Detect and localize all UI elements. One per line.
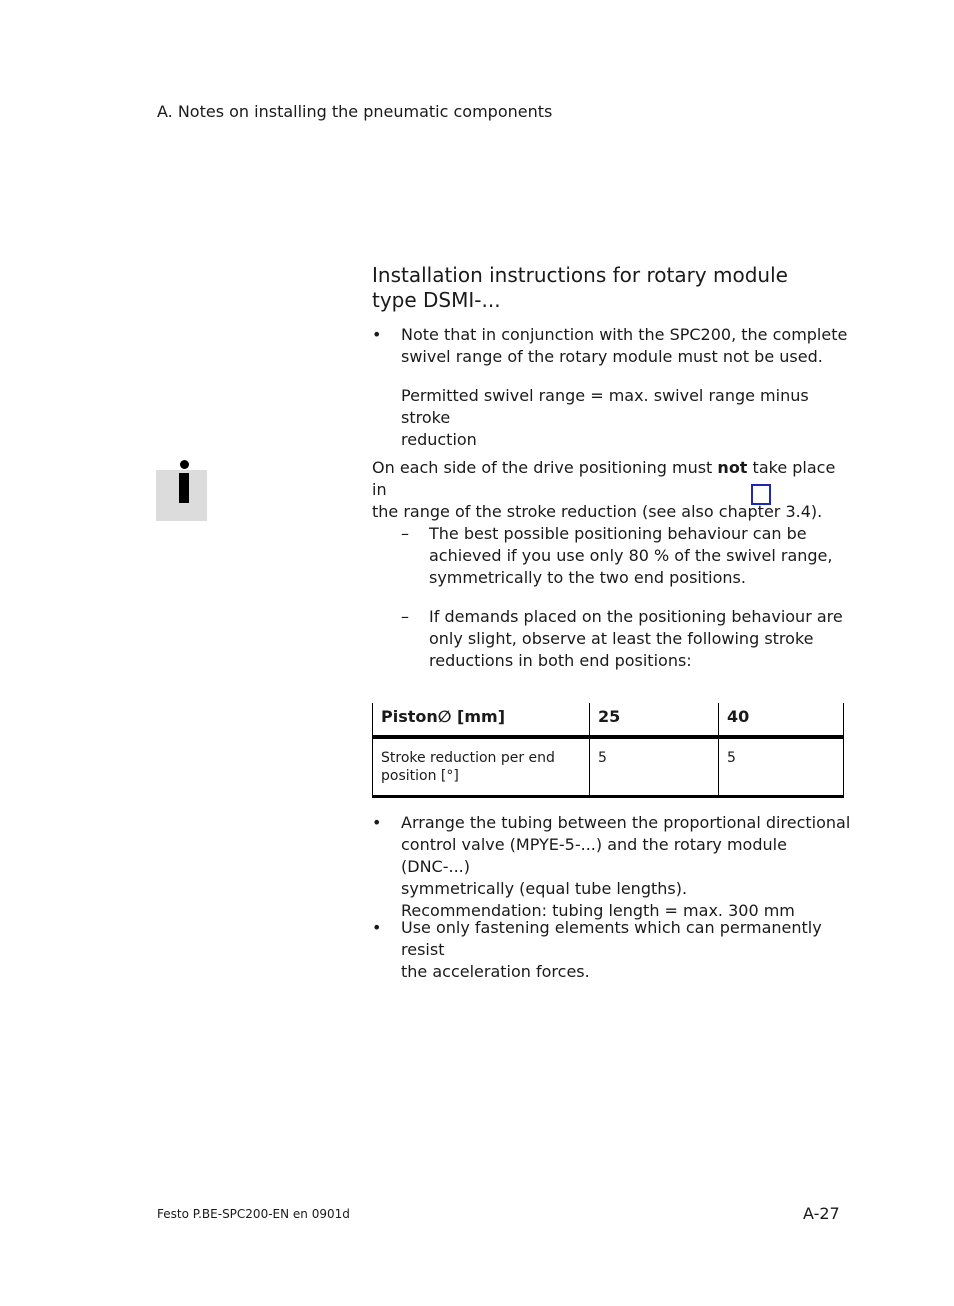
section-title bbox=[372, 263, 842, 313]
bullet-note-swivel bbox=[401, 324, 851, 368]
info-icon bbox=[178, 460, 191, 504]
table-cell: 5 bbox=[590, 737, 719, 797]
dash-line: only slight, observe at least the following stroke bbox=[429, 629, 814, 648]
info-emphasis: not bbox=[717, 458, 748, 477]
bullet-line: control valve (MPYE-5-...) and the rotary module (DNC-...) bbox=[401, 835, 787, 876]
bullet-line: swivel range of the rotary module must not be used. bbox=[401, 347, 823, 366]
chapter-reference-link[interactable] bbox=[751, 484, 771, 505]
info-text: take place in bbox=[372, 458, 836, 499]
bullet-line: symmetrically (equal tube lengths). bbox=[401, 879, 688, 898]
dash-line: If demands placed on the positioning behaviour are bbox=[429, 607, 843, 626]
table-header-cell: 40 bbox=[719, 703, 844, 737]
dash-line: reductions in both end positions: bbox=[429, 651, 692, 670]
bullet-line: Recommendation: tubing length = max. 300 mm bbox=[401, 901, 795, 920]
dash-item-best-positioning bbox=[429, 523, 849, 589]
bullet-marker: • bbox=[372, 325, 382, 344]
section-title-line1: Installation instructions for rotary module bbox=[372, 263, 788, 287]
table-header-row bbox=[373, 703, 844, 737]
bullet-line: Use only fastening elements which can permanently resist bbox=[401, 918, 822, 959]
page-number: A-27 bbox=[803, 1204, 840, 1223]
dash-marker: – bbox=[401, 524, 409, 543]
bullet-line: Permitted swivel range = max. swivel range minus stroke bbox=[401, 386, 809, 427]
bullet-marker: • bbox=[372, 813, 382, 832]
bullet-fastening bbox=[401, 917, 851, 983]
table-header-cell: 25 bbox=[590, 703, 719, 737]
dash-item-slight-demands bbox=[429, 606, 849, 672]
info-text: On each side of the drive positioning must bbox=[372, 458, 718, 477]
dash-marker: – bbox=[401, 607, 409, 626]
info-line2: the range of the stroke reduction (see also chapter 3.4). bbox=[372, 502, 823, 521]
table-cell: 5 bbox=[719, 737, 844, 797]
table-cell-text: position [°] bbox=[381, 768, 459, 784]
stroke-reduction-table bbox=[372, 703, 844, 798]
table-cell-text: Stroke reduction per end bbox=[381, 750, 555, 766]
table-header-cell: Piston∅ [mm] bbox=[373, 703, 590, 737]
bullet-line: the acceleration forces. bbox=[401, 962, 590, 981]
dash-line: symmetrically to the two end positions. bbox=[429, 568, 746, 587]
footer-document-id: Festo P.BE-SPC200-EN en 0901d bbox=[157, 1207, 350, 1221]
table-row bbox=[373, 737, 844, 797]
bullet-tubing bbox=[401, 812, 851, 922]
info-paragraph bbox=[372, 457, 842, 523]
bullet-marker: • bbox=[372, 918, 382, 937]
table-cell-label bbox=[373, 737, 590, 797]
dash-line: achieved if you use only 80 % of the swivel range, bbox=[429, 546, 833, 565]
bullet-line: Arrange the tubing between the proportional directional bbox=[401, 813, 851, 832]
dash-line: The best possible positioning behaviour can be bbox=[429, 524, 807, 543]
section-title-line2: type DSMI-... bbox=[372, 288, 501, 312]
permitted-swivel-note bbox=[401, 385, 851, 451]
chapter-header: A. Notes on installing the pneumatic components bbox=[157, 102, 553, 121]
bullet-line: reduction bbox=[401, 430, 477, 449]
info-line1 bbox=[372, 457, 842, 501]
bullet-line: Note that in conjunction with the SPC200, the complete bbox=[401, 325, 848, 344]
